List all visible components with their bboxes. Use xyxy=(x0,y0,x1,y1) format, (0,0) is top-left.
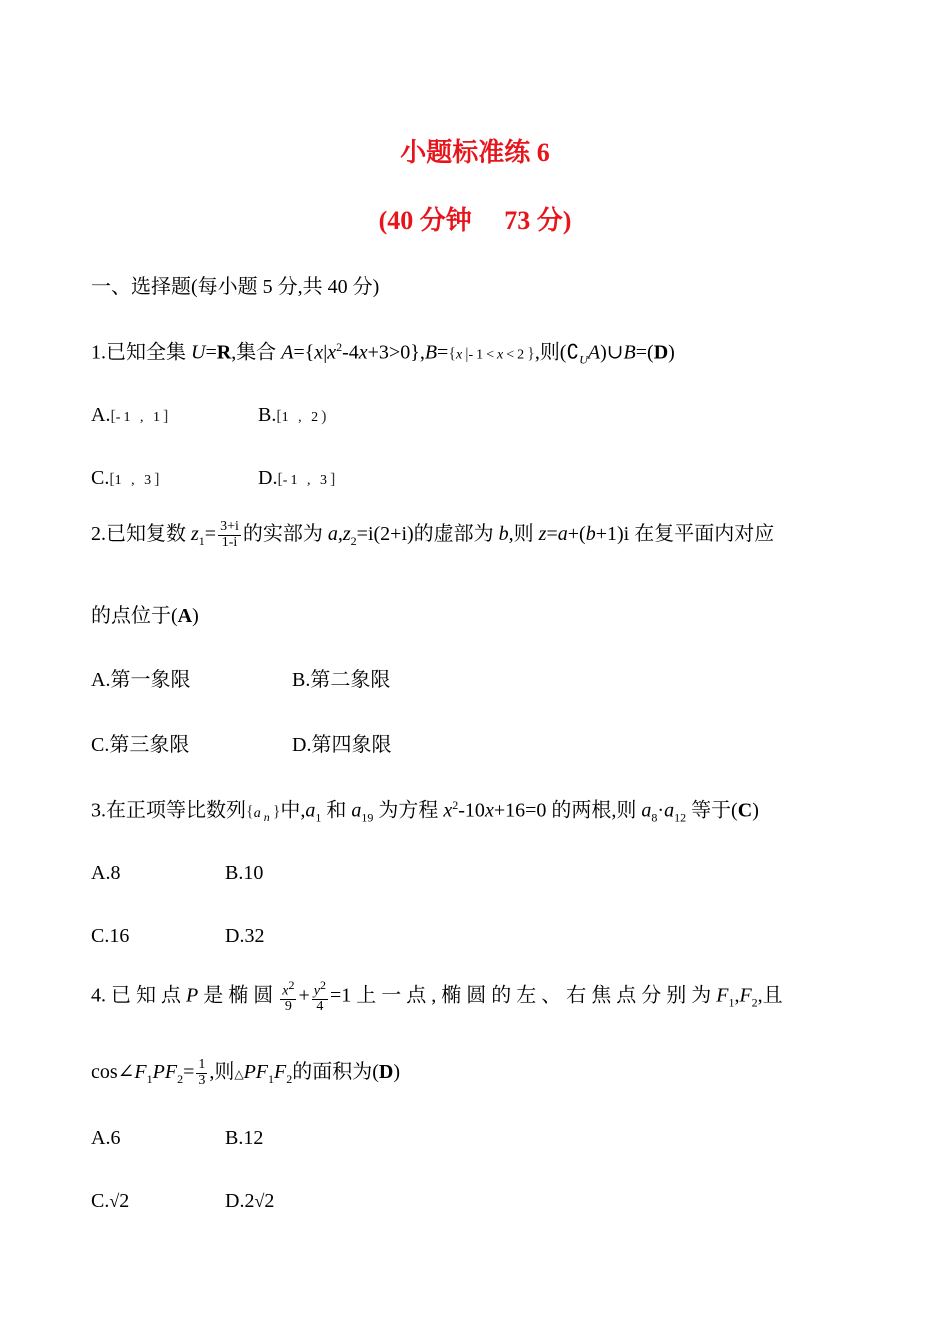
q2-fraction: $\frac{3+i}{1-i}$ xyxy=(220,519,239,550)
q3-option-c: C.16 xyxy=(91,925,130,947)
q4-option-d: D.2√2 xyxy=(225,1190,275,1212)
q3-answer: C xyxy=(737,799,753,822)
question-2: 2.已知复数 $z_1=$ $\frac{3+i}{1-i}$ 的实部为 $a,z_2=i(2+i)$的虚部为 b,则 z=a+(b+1)i 在复平面内对应 xyxy=(91,519,775,550)
question-1: 1.已知全集 U=R,集合 $A=\{x|x^2-4x+3>0\},B=\{x|-1<x<2\}$,则$(∁_UA)\cup B=(D)$ xyxy=(91,340,675,367)
q2-option-a: A.第一象限 xyxy=(91,669,191,691)
q1-option-b: B.[1 , 2) xyxy=(258,404,327,426)
q2-option-c: C.第三象限 xyxy=(91,734,190,756)
q1-option-d: D.[-1 , 3] xyxy=(258,467,336,489)
question-4-line2: $\cos\angle F_1PF_2=$ $\frac{1}{3}$ ,则$\triangle PF_1F_2$的面积为(D) xyxy=(91,1057,401,1088)
q3-option-a: A.8 xyxy=(91,862,121,884)
section-heading: 一、选择题(每小题 5 分,共 40 分) xyxy=(91,276,380,298)
sqrt-icon: √ xyxy=(254,1191,265,1211)
q2-option-b: B.第二象限 xyxy=(292,669,391,691)
sqrt-icon: √ xyxy=(109,1191,120,1211)
q1-option-a: A.[-1 , 1] xyxy=(91,404,169,426)
page-subtitle: (40 分钟 73 分) xyxy=(378,206,572,235)
q1-answer: D xyxy=(653,341,669,364)
q4-option-a: A.6 xyxy=(91,1127,121,1149)
q4-answer: D xyxy=(378,1060,394,1083)
question-2-line2: 的点位于(A) xyxy=(91,605,199,627)
q3-option-d: D.32 xyxy=(225,925,265,947)
q4-option-b: B.12 xyxy=(225,1127,264,1149)
q4-fraction: $\frac{1}{3}$ xyxy=(198,1057,206,1088)
q2-answer: A xyxy=(177,605,193,627)
q1-option-c: C.[1 , 3] xyxy=(91,467,160,489)
q4-option-c: C.√2 xyxy=(91,1190,130,1212)
question-3: 3.在正项等比数列$\{a_n\}$中$,a_1$ 和 $a_{19}$ 为方程 $x^2-10x+16=0$ 的两根,则 $a_8\cdot a_{12}$ 等于(C) xyxy=(91,798,759,825)
page-title: 小题标准练 6 xyxy=(400,138,550,167)
q2-option-d: D.第四象限 xyxy=(292,734,392,756)
question-4: 4. 已 知 点 P 是 椭 圆 $\frac{x^2}{9}$ + $\frac{y^2}{4}$ =1 上 一 点 , 椭 圆 的 左 、 右 焦 点 分 别 为 $F_1,F_2$,且 xyxy=(91,978,783,1015)
q3-option-b: B.10 xyxy=(225,862,264,884)
